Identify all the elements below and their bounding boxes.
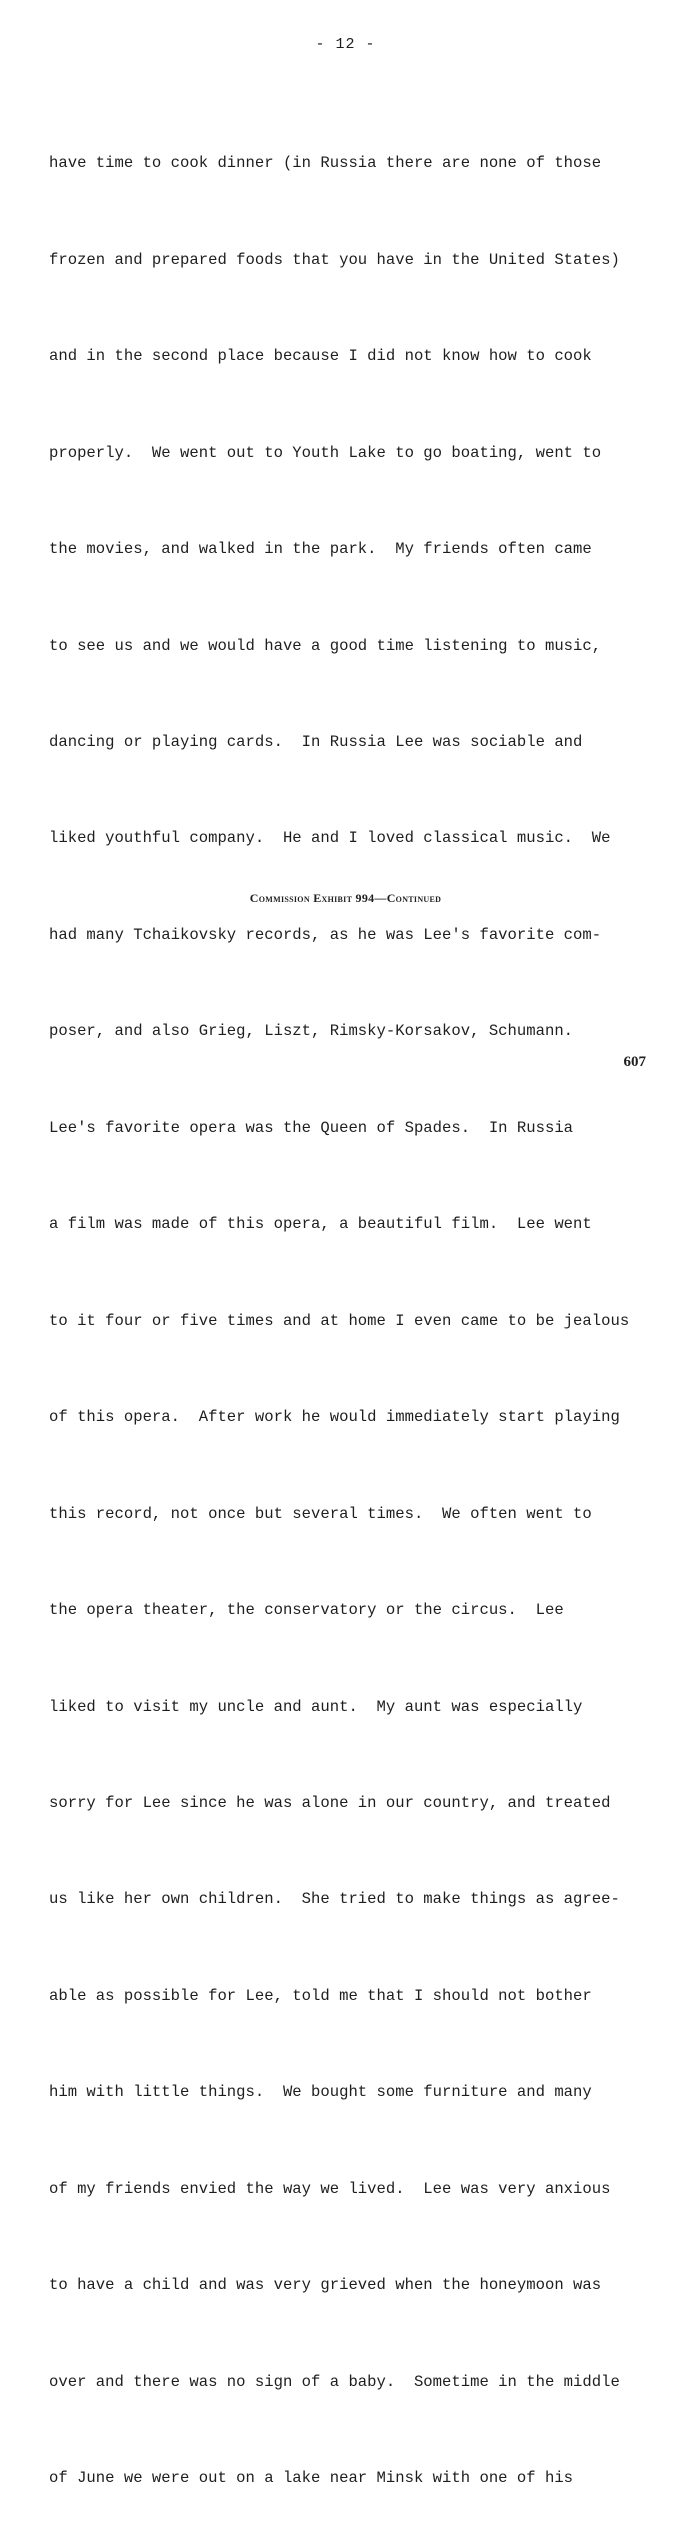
text-line: to have a child and was very grieved when the honeymoon was xyxy=(49,2276,602,2295)
text-line: him with little things. We bought some furniture and many xyxy=(49,2083,592,2102)
text-line: us like her own children. She tried to make things as agree- xyxy=(49,1890,620,1909)
text-line: the movies, and walked in the park. My friends often came xyxy=(49,540,592,559)
text-line: of June we were out on a lake near Minsk with one of his xyxy=(49,2469,574,2488)
text-line: dancing or playing cards. In Russia Lee was sociable and xyxy=(49,733,583,752)
text-line: and in the second place because I did not know how to cook xyxy=(49,347,592,366)
text-line: able as possible for Lee, told me that I should not bother xyxy=(49,1986,592,2005)
text-line: frozen and prepared foods that you have in the United States) xyxy=(49,250,620,269)
text-line: this record, not once but several times. We often went to xyxy=(49,1504,592,1523)
text-line: the opera theater, the conservatory or the circus. Lee xyxy=(49,1601,564,1620)
text-line: a film was made of this opera, a beautiful film. Lee went xyxy=(49,1215,592,1234)
text-line: of my friends envied the way we lived. Lee was very anxious xyxy=(49,2179,611,2198)
exhibit-caption: Commission Exhibit 994—Continued xyxy=(249,891,442,905)
text-line: of this opera. After work he would immediately start playing xyxy=(49,1408,620,1427)
text-line: poser, and also Grieg, Liszt, Rimsky-Korsakov, Schumann. xyxy=(49,1022,574,1041)
body-text xyxy=(49,83,679,2526)
text-line: liked to visit my uncle and aunt. My aunt was especially xyxy=(49,1697,583,1716)
text-line: had many Tchaikovsky records, as he was Lee's favorite com- xyxy=(49,925,602,944)
page-number: 607 xyxy=(623,1054,646,1070)
text-line: to see us and we would have a good time listening to music, xyxy=(49,636,602,655)
text-line: to it four or five times and at home I even came to be jealous xyxy=(49,1311,630,1330)
text-line: have time to cook dinner (in Russia there are none of those xyxy=(49,154,602,173)
text-line: Lee's favorite opera was the Queen of Spades. In Russia xyxy=(49,1118,574,1137)
text-line: over and there was no sign of a baby. Sometime in the middle xyxy=(49,2372,620,2391)
text-line: liked youthful company. He and I loved classical music. We xyxy=(49,829,611,848)
text-line: properly. We went out to Youth Lake to go boating, went to xyxy=(49,443,602,462)
text-line: sorry for Lee since he was alone in our country, and treated xyxy=(49,1794,611,1813)
page-marker: - 12 - xyxy=(315,36,376,53)
